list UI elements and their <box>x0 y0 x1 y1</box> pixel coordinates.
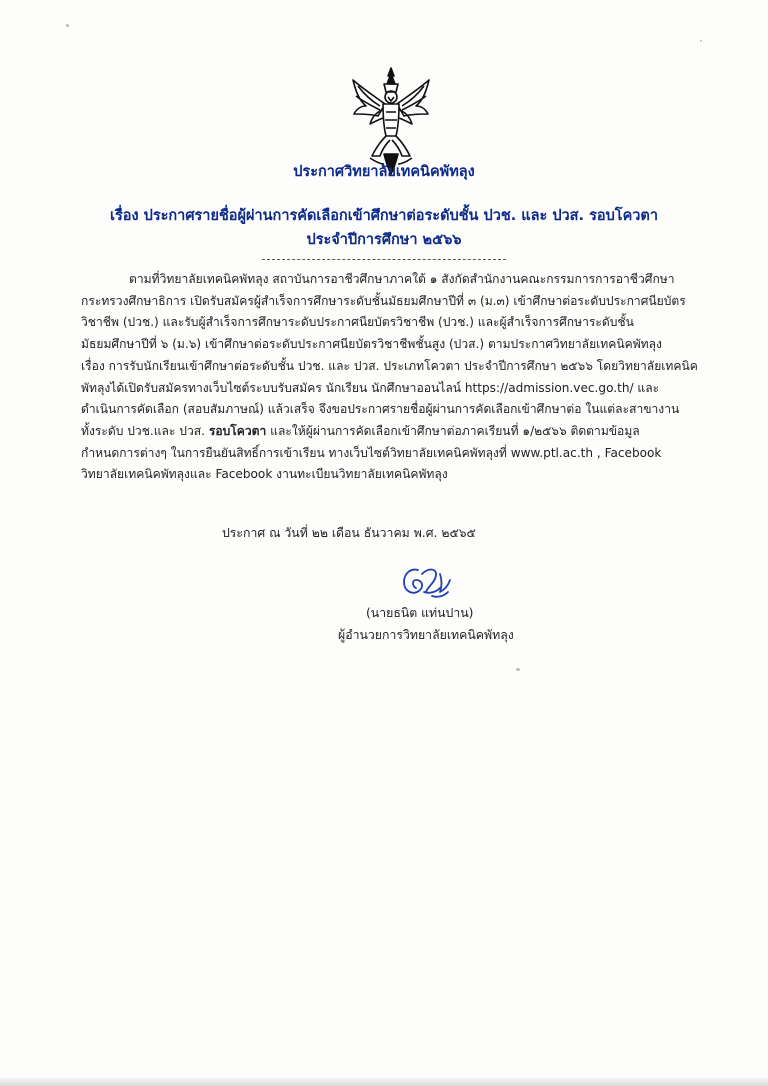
document-heading <box>0 160 768 252</box>
scan-speck <box>66 24 69 27</box>
body-line: มัธยมศึกษาปีที่ ๖ (ม.๖) เข้าศึกษาต่อระดับประกาศนียบัตรวิชาชีพชั้นสูง (ปวส.) ตามประกาศวิทยาลัยเทคนิคพัทลุง <box>81 337 662 352</box>
body-line: กระทรวงศึกษาธิการ เปิดรับสมัครผู้สำเร็จการศึกษาระดับชั้นมัธยมศึกษาปีที่ ๓ (ม.๓) เข้าศึกษาต่อระดับประกาศนียบัตร <box>81 293 686 308</box>
body-line: กำหนดการต่างๆ ในการยืนยันสิทธิ์การเข้าเรียน ทางเว็บไซต์วิทยาลัยเทคนิคพัทลุงที่ www.ptl.ac.th , Facebook <box>81 445 662 460</box>
body-line: วิทยาลัยเทคนิคพัทลุงและ Facebook งานทะเบียนวิทยาลัยเทคนิคพัทลุง <box>81 467 448 482</box>
announcement-body <box>81 269 713 486</box>
body-line-suffix: และให้ผู้ผ่านการคัดเลือกเข้าศึกษาต่อภาคเรียนที่ ๑/๒๕๖๖ ติดตามข้อมูล <box>266 423 640 438</box>
heading-divider <box>262 259 506 260</box>
body-line <box>81 421 713 443</box>
announcement-date: ประกาศ ณ วันที่ ๒๒ เดือน ธันวาคม พ.ศ. ๒๕๖๕ <box>222 526 476 540</box>
institution-title: ประกาศวิทยาลัยเทคนิคพัทลุง <box>293 164 475 180</box>
scan-edge-shadow <box>0 1078 768 1086</box>
academic-year-title: ประจำปีการศึกษา ๒๕๖๖ <box>306 232 462 248</box>
signer-name: (นายธนิต แท่นปาน) <box>366 606 474 620</box>
quota-round-emphasis: รอบโควตา <box>208 423 267 438</box>
body-line-prefix: ทั้งระดับ ปวช.และ ปวส. <box>81 423 209 438</box>
body-line: ดำเนินการคัดเลือก (สอบสัมภาษณ์) แล้วเสร็จ จึงขอประกาศรายชื่อผู้ผ่านการคัดเลือกเข้าศึกษาต่อ ในแต่ละสาขางาน <box>81 402 680 417</box>
scan-speck <box>516 668 520 671</box>
subject-title: เรื่อง ประกาศรายชื่อผู้ผ่านการคัดเลือกเข้าศึกษาต่อระดับชั้น ปวช. และ ปวส. รอบโควตา <box>110 208 658 224</box>
body-line: เรื่อง การรับนักเรียนเข้าศึกษาต่อระดับชั้น ปวช. และ ปวส. ประเภทโควตา ประจำปีการศึกษา ๒๕๖๖ โดยวิทยาลัยเทคนิค <box>81 358 698 373</box>
scan-speck <box>700 40 702 42</box>
body-line: วิชาชีพ (ปวช.) และรับผู้สำเร็จการศึกษาระดับประกาศนียบัตรวิชาชีพ (ปวช.) และผู้สำเร็จการศึกษาระดับชั้น <box>81 315 634 330</box>
body-line: ตามที่วิทยาลัยเทคนิคพัทลุง สถาบันการอาชีวศึกษาภาคใต้ ๑ สังกัดสำนักงานคณะกรรมการการอาชีวศึกษา <box>129 272 675 286</box>
signer-position: ผู้อำนวยการวิทยาลัยเทคนิคพัทลุง <box>338 628 514 642</box>
body-line: พัทลุงได้เปิดรับสมัครทางเว็บไซต์ระบบรับสมัคร นักเรียน นักศึกษาออนไลน์ https://admission.vec.go.th/ และ <box>81 380 660 395</box>
handwritten-signature <box>388 560 468 604</box>
